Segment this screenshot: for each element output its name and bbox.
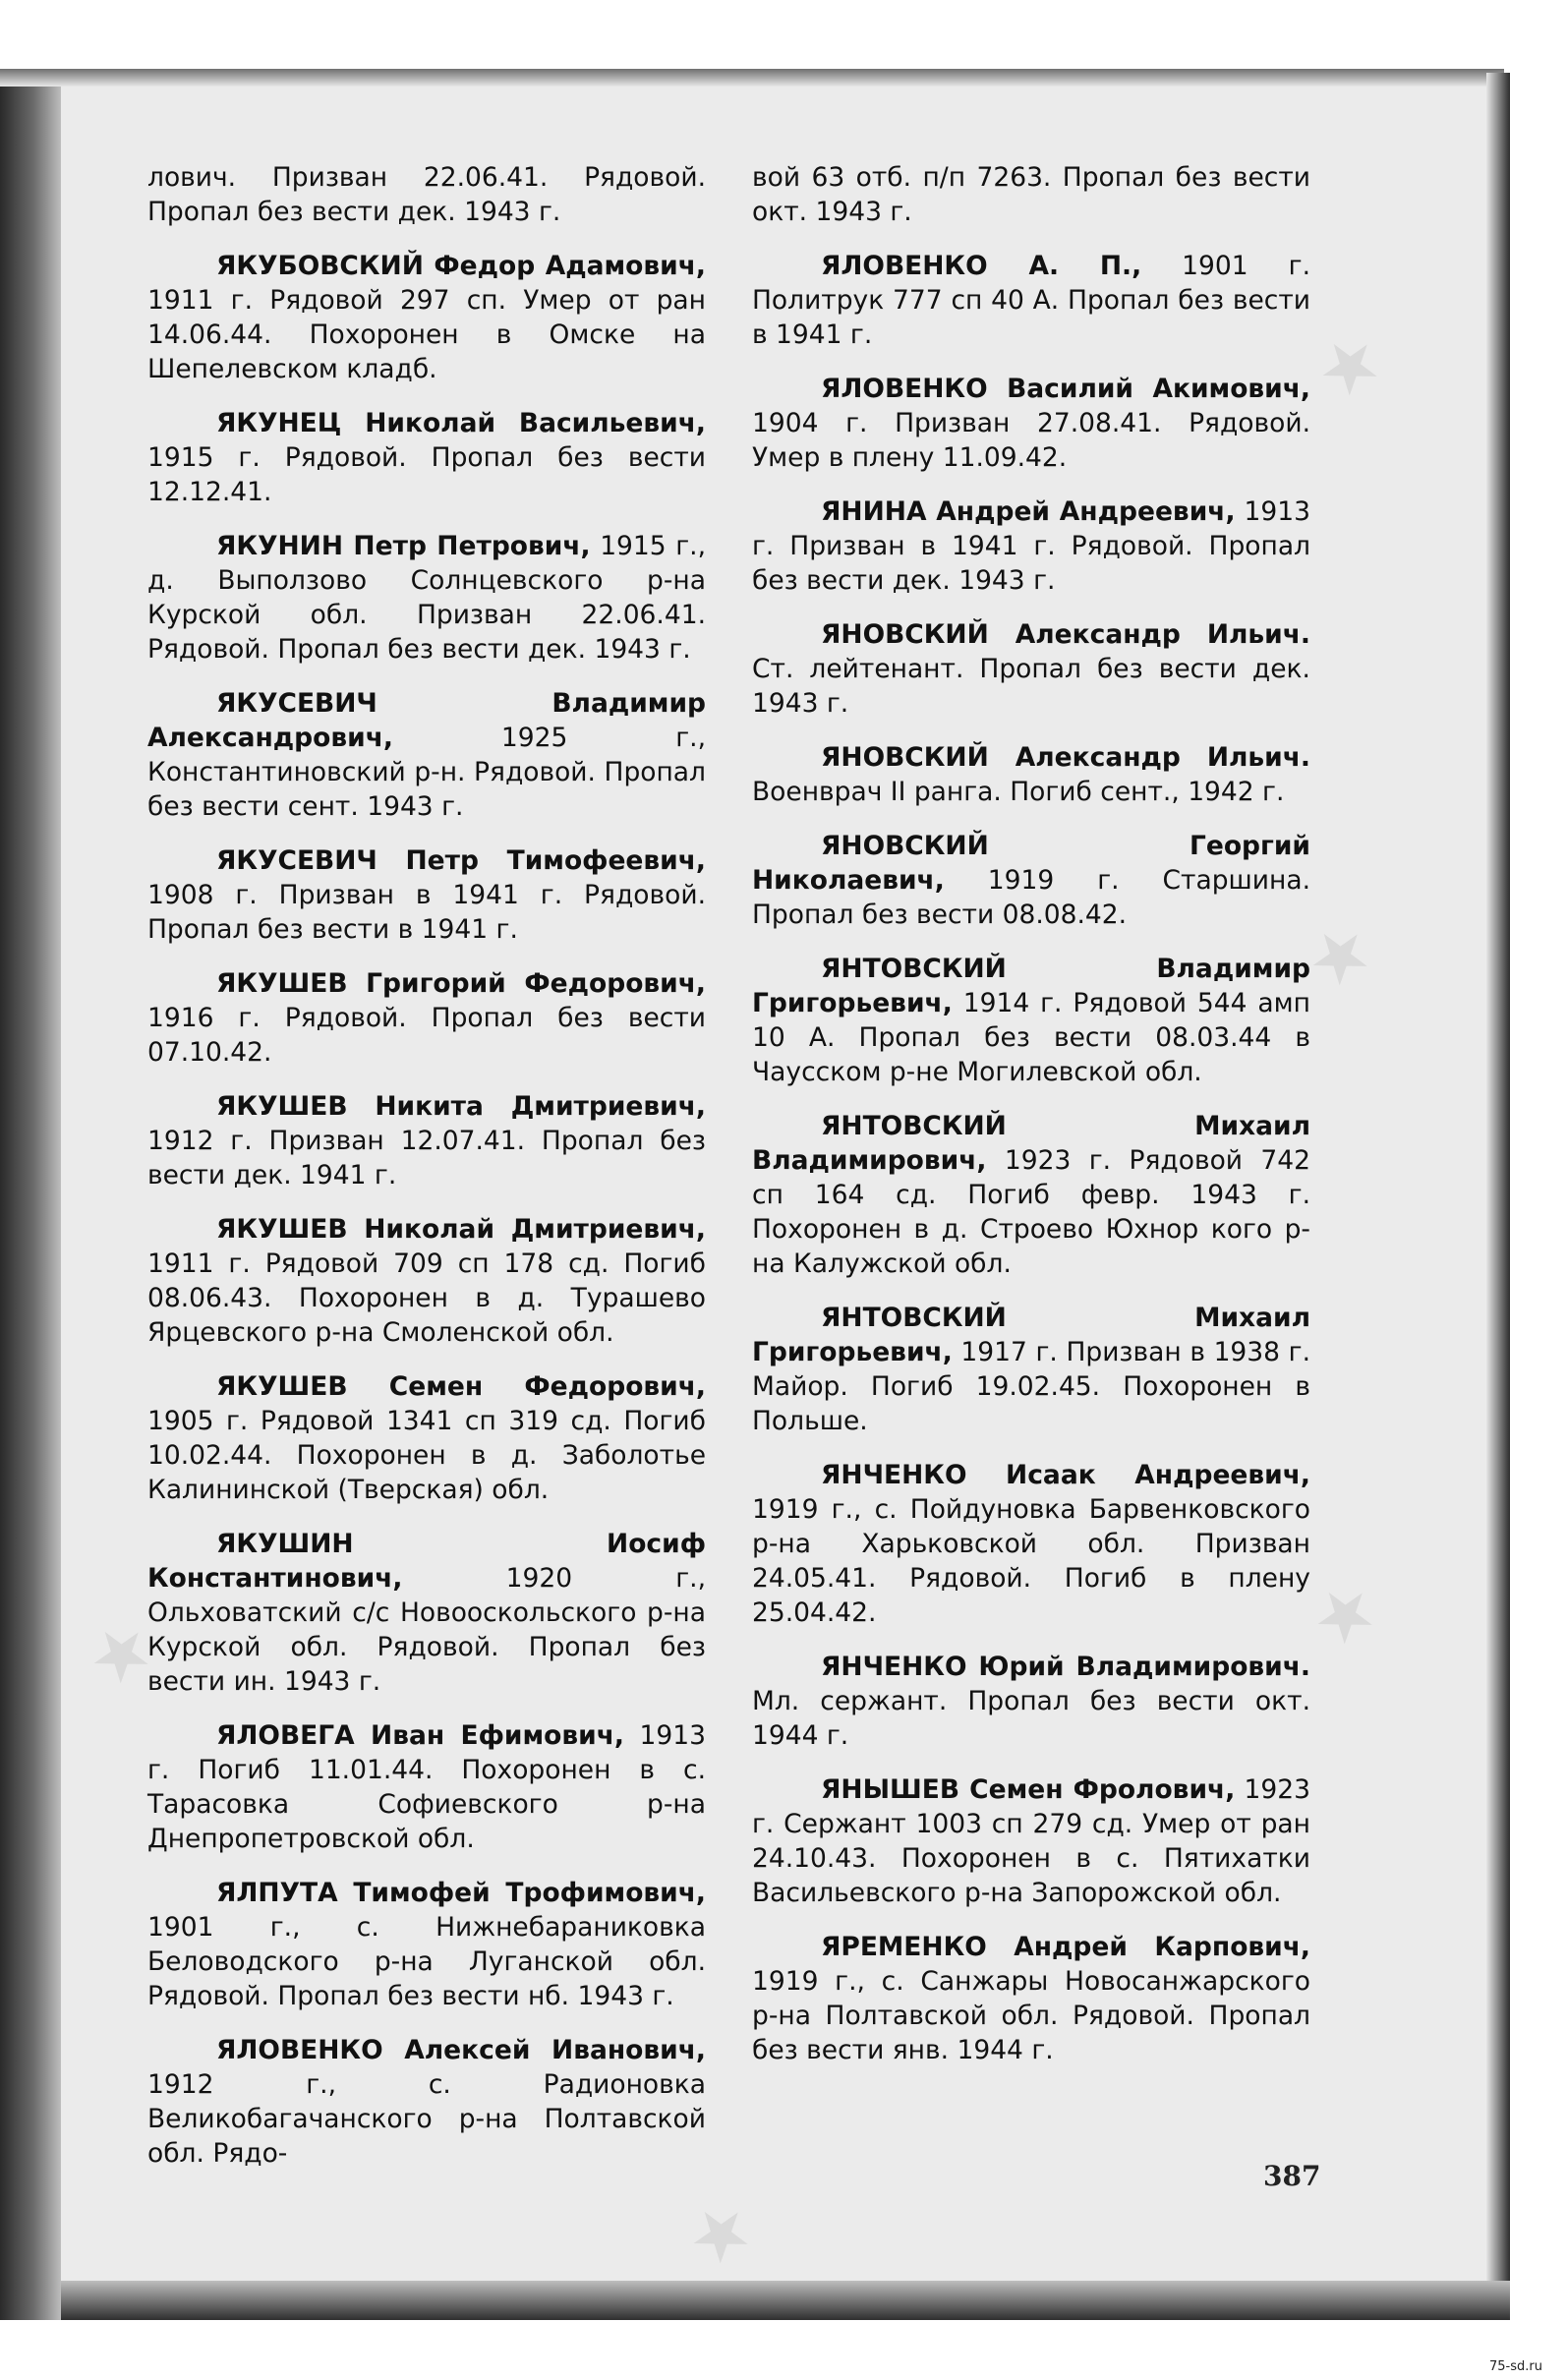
entry — [147, 1089, 706, 1192]
watermark-star-icon: ★ — [1299, 314, 1399, 418]
left-column — [147, 160, 706, 2190]
entry — [752, 740, 1310, 809]
entry-text: 1908 г. Призван в 1941 г. Рядовой. Пропал без вести в 1941 г. — [147, 880, 706, 945]
entry — [752, 1301, 1310, 1438]
entry-name: ЯНТОВСКИЙ Михаил Григорьевич, — [752, 1303, 1310, 1367]
entry-text: 1919 г., с. Санжары Новосанжарского р-на Полтавской обл. Рядовой. Пропал без вести янв. 1944 г. — [752, 1966, 1310, 2065]
entry-text: 1912 г. Призван 12.07.41. Пропал без вести дек. 1941 г. — [147, 1126, 706, 1190]
entry-text: лович. Призван 22.06.41. Рядовой. Пропал без вести дек. 1943 г. — [147, 162, 706, 227]
entry-name: ЯНЧЕНКО Исаак Андреевич, — [821, 1460, 1310, 1490]
entry-name: ЯКУШЕВ Семен Федорович, — [216, 1371, 706, 1402]
entry-text: 1923 г. Сержант 1003 сп 279 сд. Умер от ран 24.10.43. Похоронен в с. Пятихатки Васильевского р-на Запорожской обл. — [752, 1774, 1310, 1908]
entry — [147, 1369, 706, 1507]
page-top-shadow — [0, 69, 1504, 87]
entry-name: ЯНОВСКИЙ Александр Ильич. — [821, 619, 1310, 650]
page-number: 387 — [1263, 2160, 1321, 2192]
entry — [147, 249, 706, 386]
entry-name: ЯНТОВСКИЙ Михаил Владимирович, — [752, 1111, 1310, 1176]
entry-text: 1919 г. Старшина. Пропал без вести 08.08.42. — [752, 865, 1310, 930]
entry — [147, 2033, 706, 2171]
entry-text: 1920 г., Ольховатский с/с Новооскольского р-на Курской обл. Рядовой. Пропал без вести ин. 1943 г. — [147, 1563, 706, 1697]
entry-name: ЯКУНИН Петр Петрович, — [216, 531, 591, 561]
entry-text: Мл. сержант. Пропал без вести окт. 1944 г. — [752, 1686, 1310, 1751]
watermark-star-icon: ★ — [669, 2181, 770, 2286]
entry — [147, 843, 706, 947]
entry — [752, 1930, 1310, 2067]
page-bottom-shadow — [61, 2281, 1510, 2320]
entry-text: 1904 г. Призван 27.08.41. Рядовой. Умер в плену 11.09.42. — [752, 408, 1310, 473]
site-tag: 75-sd.ru — [1489, 2359, 1542, 2374]
entry-text: 1919 г., с. Пойдуновка Барвенковского р-на Харьковской обл. Призван 24.05.41. Рядовой. Погиб в плену 25.04.42. — [752, 1494, 1310, 1628]
entry-name: ЯКУШЕВ Никита Дмитриевич, — [216, 1091, 706, 1122]
entry — [147, 160, 706, 229]
entry — [752, 829, 1310, 932]
entry-name: ЯНИНА Андрей Андреевич, — [821, 496, 1236, 527]
entry-text: вой 63 отб. п/п 7263. Пропал без вести окт. 1943 г. — [752, 162, 1310, 227]
entry — [147, 966, 706, 1070]
entry-name: ЯЛПУТА Тимофей Трофимович, — [216, 1878, 706, 1908]
entry-text: 1901 г. Политрук 777 сп 40 А. Пропал без вести в 1941 г. — [752, 251, 1310, 350]
entry — [147, 406, 706, 509]
entry — [752, 1458, 1310, 1630]
entry-text: 1901 г., с. Нижнебараниковка Беловодского р-на Луганской обл. Рядовой. Пропал без вести нб. 1943 г. — [147, 1912, 706, 2011]
entry — [147, 1718, 706, 1856]
page-right-shadow — [1486, 73, 1510, 2304]
entry-name: ЯКУСЕВИЧ Петр Тимофеевич, — [216, 845, 706, 876]
entry — [752, 160, 1310, 229]
entry-text: 1913 г. Погиб 11.01.44. Похоронен в с. Тарасовка Софиевского р-на Днепропетровской обл. — [147, 1720, 706, 1854]
entry-text: 1916 г. Рядовой. Пропал без вести 07.10.42. — [147, 1003, 706, 1068]
entry-text: 1914 г. Рядовой 544 амп 10 А. Пропал без вести 08.03.44 в Чаусском р-не Могилевской обл. — [752, 988, 1310, 1087]
entry — [752, 1650, 1310, 1753]
entry — [752, 1109, 1310, 1281]
entry — [752, 1772, 1310, 1910]
entry-name: ЯКУСЕВИЧ Владимир Александрович, — [147, 688, 706, 753]
entry-name: ЯКУШИН Иосиф Константинович, — [147, 1529, 706, 1594]
entry — [147, 1527, 706, 1699]
entry — [147, 1876, 706, 2013]
entry-text: 1923 г. Рядовой 742 сп 164 сд. Погиб февр. 1943 г. Похоронен в д. Строево Юхнор кого р-на Калужской обл. — [752, 1145, 1310, 1279]
entry — [752, 952, 1310, 1089]
watermark-star-icon: ★ — [70, 1601, 170, 1706]
entry-text: 1925 г., Константиновский р-н. Рядовой. Пропал без вести сент. 1943 г. — [147, 723, 706, 822]
entry-name: ЯЛОВЕГА Иван Ефимович, — [216, 1720, 624, 1751]
entry-text: Военврач II ранга. Погиб сент., 1942 г. — [752, 777, 1285, 807]
entry-name: ЯКУШЕВ Николай Дмитриевич, — [216, 1214, 706, 1245]
entry-text: 1917 г. Призван в 1938 г. Майор. Погиб 19.02.45. Похоронен в Польше. — [752, 1337, 1310, 1436]
entry-text: 1915 г. Рядовой. Пропал без вести 12.12.41. — [147, 442, 706, 507]
entry-name: ЯКУШЕВ Григорий Федорович, — [216, 968, 706, 999]
entry-text: 1905 г. Рядовой 1341 сп 319 сд. Погиб 10.02.44. Похоронен в д. Заболотье Калининской (Тверская) обл. — [147, 1406, 706, 1505]
right-column — [752, 160, 1310, 2087]
entry-name: ЯНЧЕНКО Юрий Владимирович. — [821, 1652, 1310, 1682]
watermark-star-icon: ★ — [1289, 903, 1389, 1008]
entry-name: ЯНОВСКИЙ Александр Ильич. — [821, 742, 1310, 773]
entry — [147, 529, 706, 667]
entry-name: ЯНОВСКИЙ Георгий Николаевич, — [752, 831, 1310, 896]
entry — [147, 686, 706, 824]
entry-name: ЯЛОВЕНКО Алексей Иванович, — [216, 2035, 706, 2065]
entry — [147, 1212, 706, 1350]
entry-text: 1911 г. Рядовой 709 сп 178 сд. Погиб 08.06.43. Похоронен в д. Турашево Ярцевского р-на Смоленской обл. — [147, 1248, 706, 1348]
entry — [752, 372, 1310, 475]
entry — [752, 494, 1310, 598]
entry-text: 1913 г. Призван в 1941 г. Рядовой. Пропал без вести дек. 1943 г. — [752, 496, 1310, 596]
entry — [752, 249, 1310, 352]
entry-text: 1911 г. Рядовой 297 сп. Умер от ран 14.06.44. Похоронен в Омске на Шепелевском кладб. — [147, 285, 706, 384]
entry-text: Ст. лейтенант. Пропал без вести дек. 1943 г. — [752, 654, 1310, 719]
entry — [752, 617, 1310, 721]
entry-name: ЯЛОВЕНКО Василий Акимович, — [821, 374, 1310, 404]
entry-name: ЯНЫШЕВ Семен Фролович, — [821, 1774, 1236, 1805]
entry-name: ЯКУБОВСКИЙ Федор Адамович, — [216, 251, 706, 281]
page-left-shadow — [0, 69, 61, 2320]
entry-name: ЯНТОВСКИЙ Владимир Григорьевич, — [752, 954, 1310, 1018]
entry-text: 1912 г., с. Радионовка Великобагачанского р-на Полтавской обл. Рядо- — [147, 2069, 706, 2169]
watermark-star-icon: ★ — [1294, 1562, 1394, 1666]
entry-name: ЯЛОВЕНКО А. П., — [821, 251, 1142, 281]
entry-text: 1915 г., д. Выползово Солнцевского р-на Курской обл. Призван 22.06.41. Рядовой. Пропал без вести дек. 1943 г. — [147, 531, 706, 665]
entry-name: ЯКУНЕЦ Николай Васильевич, — [216, 408, 706, 438]
entry-name: ЯРЕМЕНКО Андрей Карпович, — [821, 1932, 1310, 1962]
